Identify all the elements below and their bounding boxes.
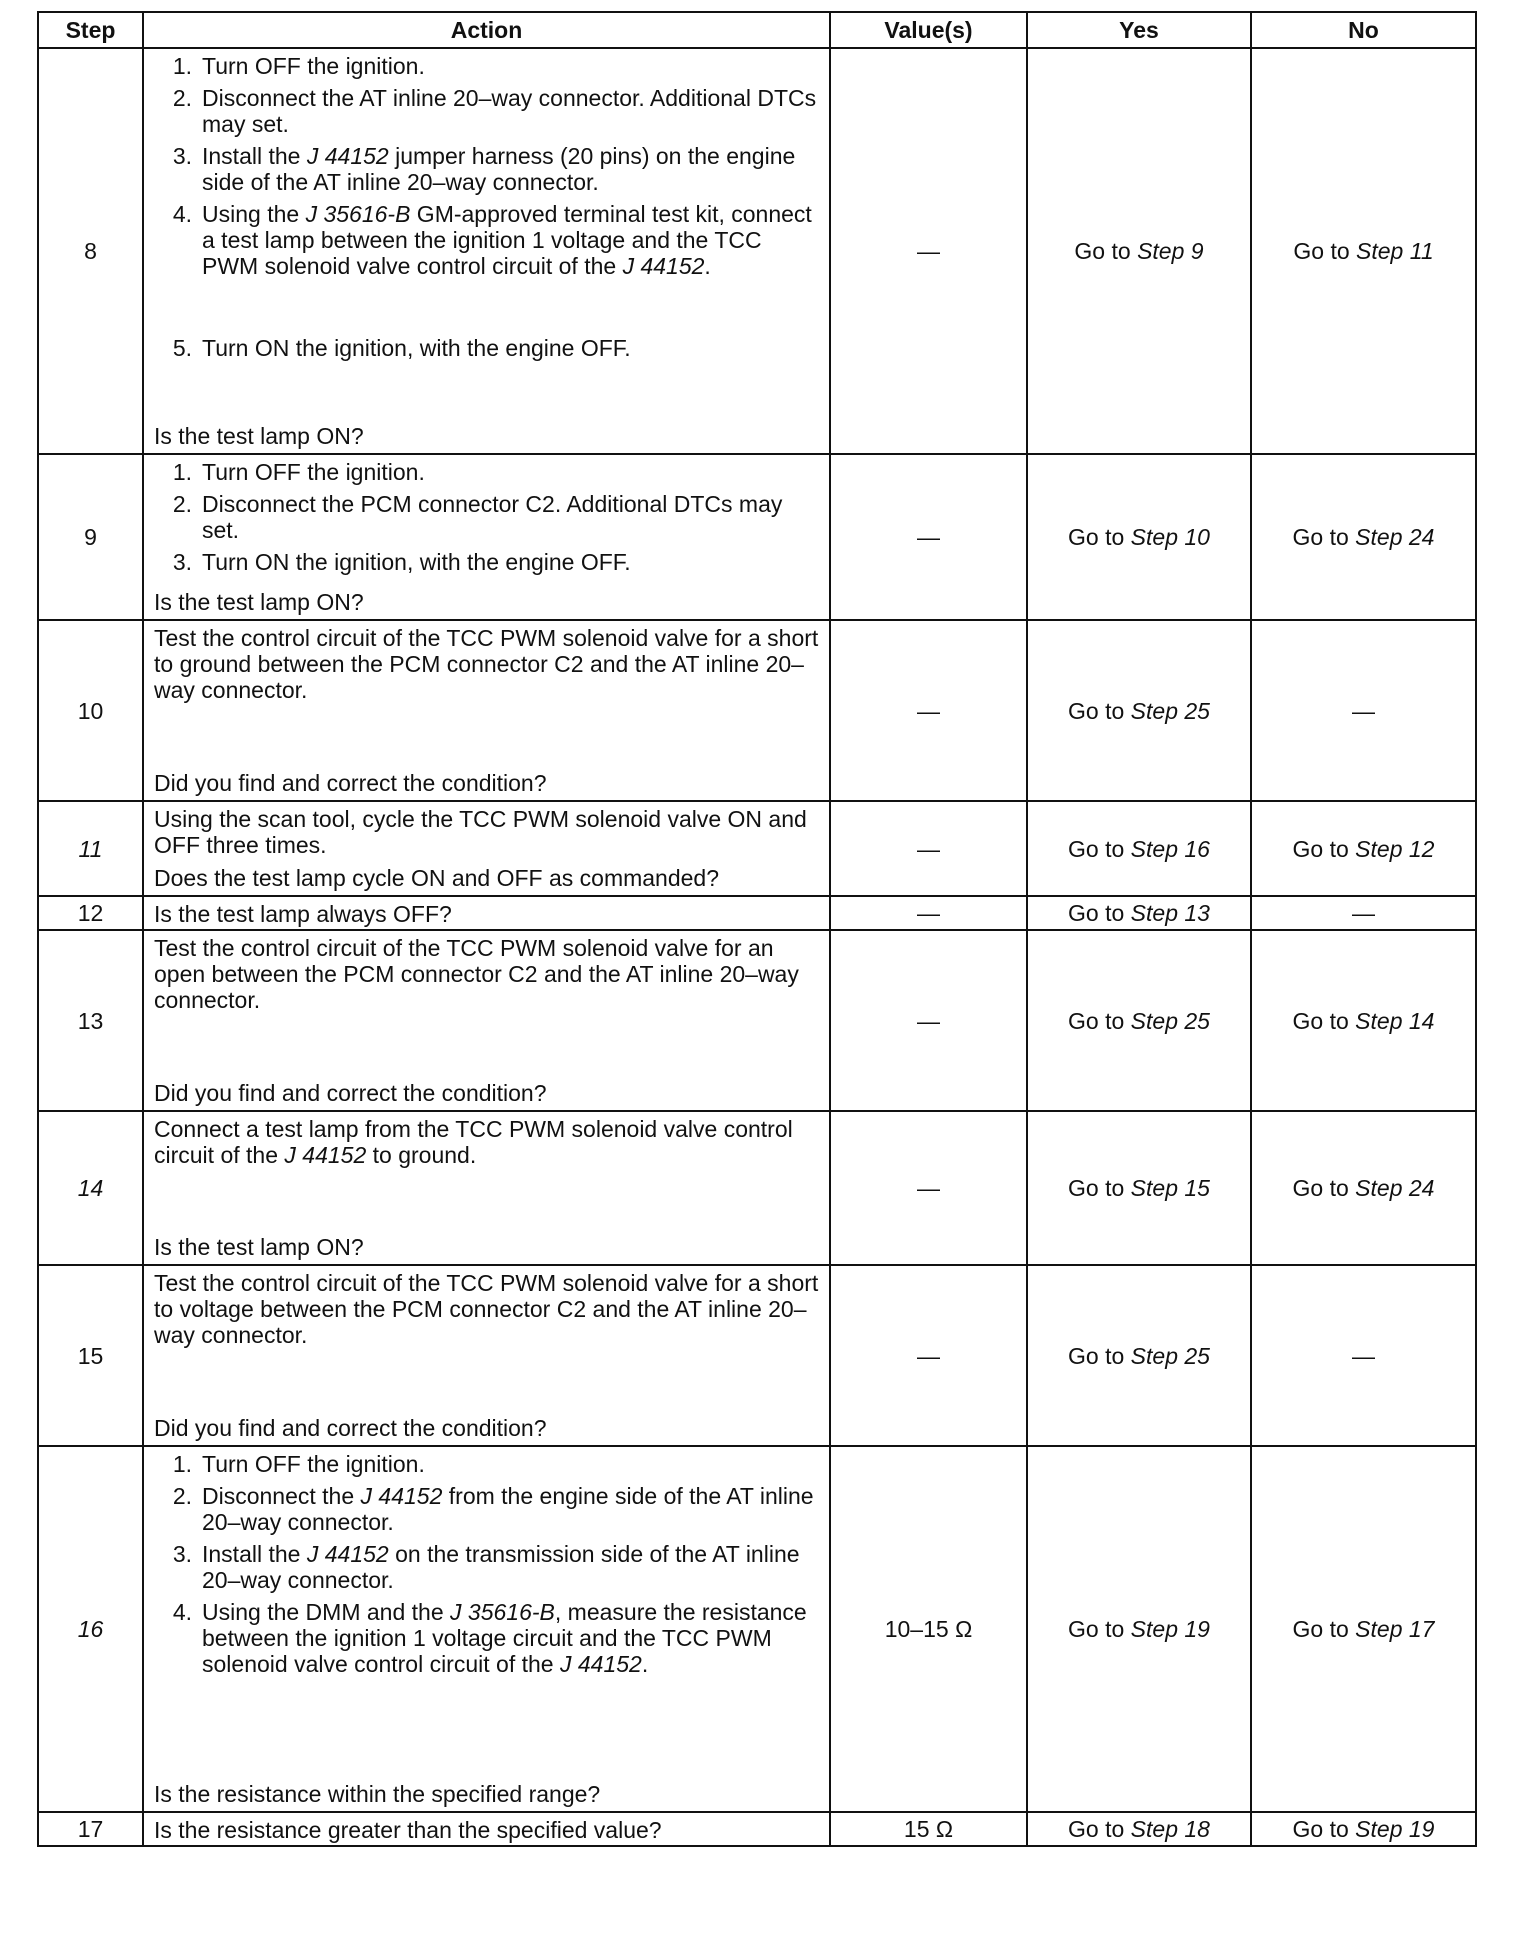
item-number: 1. xyxy=(172,459,192,485)
no-cell: Go to Step 17 xyxy=(1251,1446,1476,1812)
item-text: Disconnect the J 44152 from the engine side of the AT inline 20–way connector. xyxy=(202,1483,814,1535)
action-list-item xyxy=(154,1483,821,1535)
item-number: 3. xyxy=(172,549,192,575)
item-text: Using the J 35616-B GM-approved terminal test kit, connect a test lamp between the ignition 1 voltage and the TCC PWM solenoid valve control circuit of the J 44152. xyxy=(202,201,812,279)
action-list-item xyxy=(154,491,821,543)
step-number: 16 xyxy=(38,1446,143,1812)
header-no: No xyxy=(1251,12,1476,48)
action-text: Test the control circuit of the TCC PWM solenoid valve for an open between the PCM connector C2 and the AT inline 20–way connector. xyxy=(154,935,799,1013)
item-number: 2. xyxy=(172,491,192,517)
action-question: Did you find and correct the condition? xyxy=(154,1080,547,1106)
yes-cell: Go to Step 13 xyxy=(1027,896,1251,930)
no-cell: — xyxy=(1251,1265,1476,1446)
item-number: 2. xyxy=(172,1483,192,1509)
action-question: Is the test lamp always OFF? xyxy=(154,901,452,927)
action-cell xyxy=(143,454,830,620)
value-cell: — xyxy=(830,801,1027,896)
action-list-item xyxy=(154,335,821,361)
no-cell: Go to Step 24 xyxy=(1251,1111,1476,1265)
item-number: 4. xyxy=(172,1599,192,1625)
item-number: 1. xyxy=(172,1451,192,1477)
step-number: 9 xyxy=(38,454,143,620)
header-yes: Yes xyxy=(1027,12,1251,48)
action-list-item xyxy=(154,85,821,137)
action-cell xyxy=(143,896,830,930)
header-row xyxy=(38,12,1476,48)
action-cell xyxy=(143,1446,830,1812)
header-step: Step xyxy=(38,12,143,48)
value-cell: 10–15 Ω xyxy=(830,1446,1027,1812)
table-row xyxy=(38,1265,1476,1446)
action-question: Did you find and correct the condition? xyxy=(154,770,547,796)
yes-cell: Go to Step 25 xyxy=(1027,930,1251,1111)
yes-cell: Go to Step 18 xyxy=(1027,1812,1251,1846)
step-number: 8 xyxy=(38,48,143,454)
step-number: 14 xyxy=(38,1111,143,1265)
value-cell: — xyxy=(830,1265,1027,1446)
item-text: Turn OFF the ignition. xyxy=(202,1451,425,1477)
yes-cell: Go to Step 19 xyxy=(1027,1446,1251,1812)
item-number: 3. xyxy=(172,1541,192,1567)
table-row xyxy=(38,896,1476,930)
no-cell: Go to Step 12 xyxy=(1251,801,1476,896)
value-cell: — xyxy=(830,48,1027,454)
item-text: Install the J 44152 jumper harness (20 pins) on the engine side of the AT inline 20–way connector. xyxy=(202,143,796,195)
item-text: Turn OFF the ignition. xyxy=(202,53,425,79)
item-number: 1. xyxy=(172,53,192,79)
step-number: 13 xyxy=(38,930,143,1111)
action-list-item xyxy=(154,1541,821,1593)
value-cell: 15 Ω xyxy=(830,1812,1027,1846)
value-cell: — xyxy=(830,1111,1027,1265)
item-text: Turn OFF the ignition. xyxy=(202,459,425,485)
value-cell: — xyxy=(830,930,1027,1111)
header-action: Action xyxy=(143,12,830,48)
yes-cell: Go to Step 25 xyxy=(1027,620,1251,801)
yes-cell: Go to Step 15 xyxy=(1027,1111,1251,1265)
action-list-item xyxy=(154,143,821,195)
action-question: Is the test lamp ON? xyxy=(154,589,364,615)
action-question: Is the resistance within the specified range? xyxy=(154,1781,601,1807)
diagnostic-table xyxy=(37,11,1477,1847)
item-number: 5. xyxy=(172,335,192,361)
action-cell xyxy=(143,48,830,454)
action-question: Is the test lamp ON? xyxy=(154,1234,364,1260)
table-row xyxy=(38,1812,1476,1846)
action-list-item xyxy=(154,1599,821,1677)
table-row xyxy=(38,801,1476,896)
action-list-item xyxy=(154,201,821,279)
action-question: Is the test lamp ON? xyxy=(154,423,364,449)
item-number: 3. xyxy=(172,143,192,169)
action-text: Connect a test lamp from the TCC PWM solenoid valve control circuit of the J 44152 to ground. xyxy=(154,1116,793,1168)
action-text: Test the control circuit of the TCC PWM solenoid valve for a short to ground between the PCM connector C2 and the AT inline 20–way connector. xyxy=(154,625,819,703)
item-text: Install the J 44152 on the transmission side of the AT inline 20–way connector. xyxy=(202,1541,800,1593)
item-text: Disconnect the AT inline 20–way connector. Additional DTCs may set. xyxy=(202,85,817,137)
no-cell: Go to Step 19 xyxy=(1251,1812,1476,1846)
action-list-item xyxy=(154,1451,821,1477)
table-row xyxy=(38,930,1476,1111)
item-text: Disconnect the PCM connector C2. Additional DTCs may set. xyxy=(202,491,783,543)
item-text: Turn ON the ignition, with the engine OFF. xyxy=(202,549,631,575)
step-number: 12 xyxy=(38,896,143,930)
step-number: 11 xyxy=(38,801,143,896)
action-list-item xyxy=(154,459,821,485)
action-cell xyxy=(143,1265,830,1446)
no-cell: — xyxy=(1251,620,1476,801)
item-text: Using the DMM and the J 35616-B, measure the resistance between the ignition 1 voltage circuit and the TCC PWM solenoid valve control circuit of the J 44152. xyxy=(202,1599,807,1677)
item-number: 4. xyxy=(172,201,192,227)
table-row xyxy=(38,48,1476,454)
header-values: Value(s) xyxy=(830,12,1027,48)
no-cell: Go to Step 11 xyxy=(1251,48,1476,454)
step-number: 10 xyxy=(38,620,143,801)
action-cell xyxy=(143,620,830,801)
action-list-item xyxy=(154,549,821,575)
value-cell: — xyxy=(830,896,1027,930)
action-question: Did you find and correct the condition? xyxy=(154,1415,547,1441)
yes-cell: Go to Step 9 xyxy=(1027,48,1251,454)
action-cell xyxy=(143,1111,830,1265)
step-number: 15 xyxy=(38,1265,143,1446)
no-cell: Go to Step 24 xyxy=(1251,454,1476,620)
yes-cell: Go to Step 10 xyxy=(1027,454,1251,620)
no-cell: Go to Step 14 xyxy=(1251,930,1476,1111)
table-row xyxy=(38,1446,1476,1812)
value-cell: — xyxy=(830,454,1027,620)
item-text: Turn ON the ignition, with the engine OFF. xyxy=(202,335,631,361)
yes-cell: Go to Step 25 xyxy=(1027,1265,1251,1446)
no-cell: — xyxy=(1251,896,1476,930)
action-cell xyxy=(143,930,830,1111)
item-number: 2. xyxy=(172,85,192,111)
step-number: 17 xyxy=(38,1812,143,1846)
table-row xyxy=(38,620,1476,801)
value-cell: — xyxy=(830,620,1027,801)
action-text: Using the scan tool, cycle the TCC PWM solenoid valve ON and OFF three times. xyxy=(154,806,807,858)
yes-cell: Go to Step 16 xyxy=(1027,801,1251,896)
action-question: Does the test lamp cycle ON and OFF as commanded? xyxy=(154,865,720,891)
action-question: Is the resistance greater than the specified value? xyxy=(154,1817,662,1843)
table-row xyxy=(38,454,1476,620)
action-text: Test the control circuit of the TCC PWM solenoid valve for a short to voltage between the PCM connector C2 and the AT inline 20–way connector. xyxy=(154,1270,819,1348)
action-cell xyxy=(143,1812,830,1846)
table-row xyxy=(38,1111,1476,1265)
action-cell xyxy=(143,801,830,896)
action-list-item xyxy=(154,53,821,79)
